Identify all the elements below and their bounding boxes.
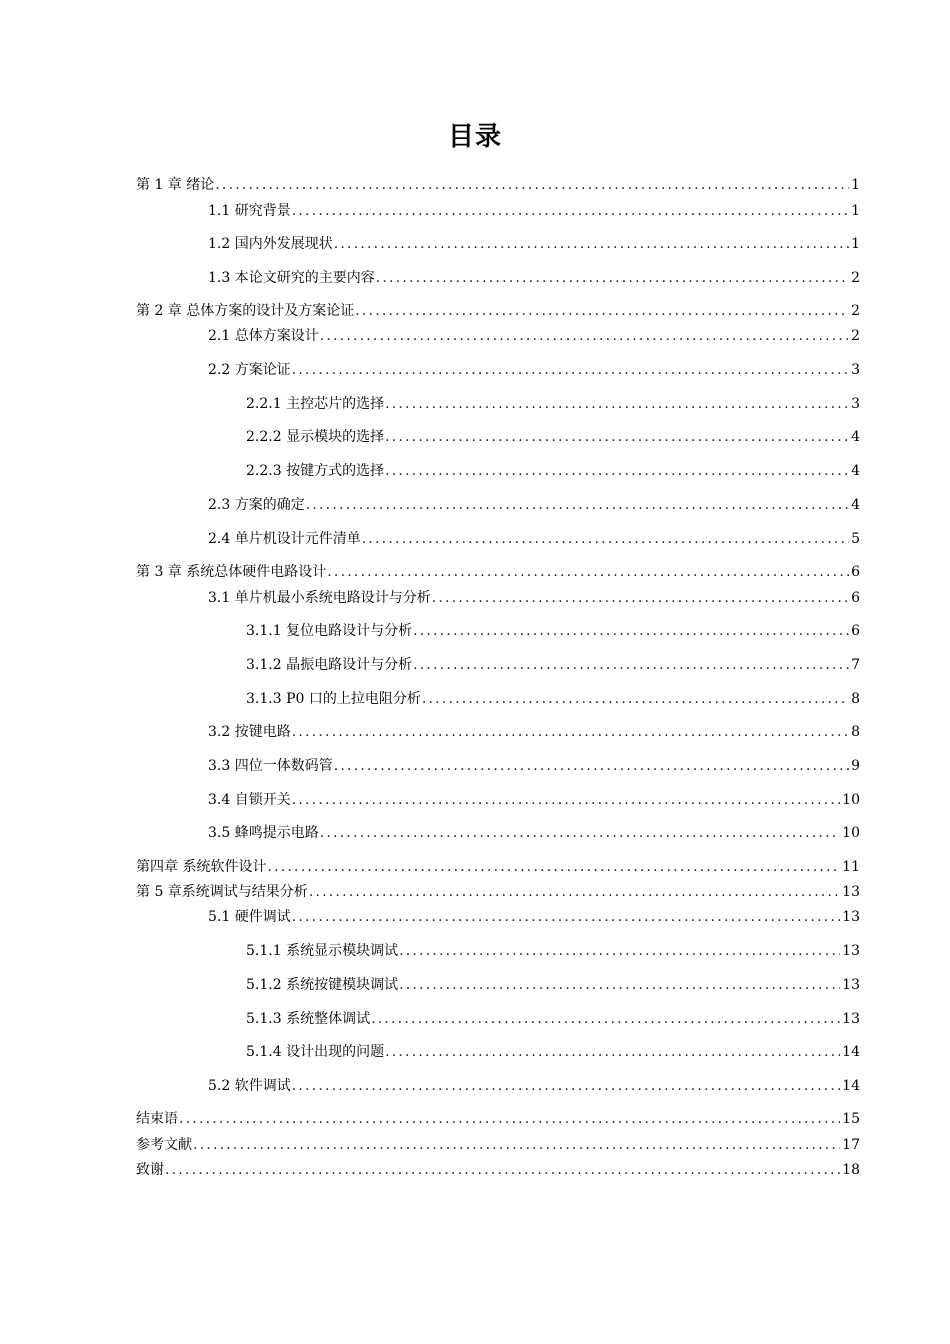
- toc-entry[interactable]: [246, 621, 860, 641]
- toc-dot-leader: [291, 790, 840, 810]
- toc-page-number: 15: [842, 1111, 860, 1127]
- toc-entry-text: 第四章 系统软件设计: [136, 859, 267, 875]
- toc-entry-text: 参考文献: [136, 1137, 192, 1153]
- toc-title: 目录: [447, 122, 502, 152]
- toc-page-number: 2: [851, 303, 860, 319]
- toc-entry[interactable]: [208, 1076, 860, 1096]
- toc-dot-leader: [412, 655, 849, 675]
- toc-dot-leader: [398, 941, 840, 961]
- toc-page-number: 14: [842, 1044, 860, 1060]
- toc-entry[interactable]: [208, 529, 860, 549]
- toc-dot-leader: [333, 234, 849, 254]
- toc-entry[interactable]: [136, 175, 860, 195]
- toc-entry[interactable]: [136, 882, 860, 902]
- toc-dot-leader: [291, 907, 840, 927]
- toc-entry[interactable]: [208, 201, 860, 221]
- toc-dot-leader: [291, 722, 849, 742]
- toc-entry[interactable]: [208, 268, 860, 288]
- toc-dot-leader: [308, 882, 840, 902]
- toc-page-number: 13: [842, 943, 860, 959]
- toc-dot-leader: [384, 394, 849, 414]
- toc-page-number: 13: [842, 977, 860, 993]
- toc-dot-leader: [266, 857, 840, 877]
- toc-page-number: 9: [851, 758, 860, 774]
- toc-entry-text: 5.1.4 设计出现的问题: [246, 1044, 385, 1060]
- toc-entry[interactable]: [208, 495, 860, 515]
- toc-page-number: 3: [851, 396, 860, 412]
- toc-entry-text: 3.4 自锁开关: [208, 792, 291, 808]
- toc-entry-text: 5.2 软件调试: [208, 1078, 291, 1094]
- toc-entry[interactable]: [246, 975, 860, 995]
- toc-dot-leader: [361, 529, 849, 549]
- toc-entry[interactable]: [208, 588, 860, 608]
- toc-entry-text: 第 2 章 总体方案的设计及方案论证: [136, 303, 355, 319]
- toc-page-number: 13: [842, 884, 860, 900]
- toc-dot-leader: [192, 1135, 840, 1155]
- toc-dot-leader: [412, 621, 849, 641]
- toc-page-number: 10: [842, 825, 860, 841]
- toc-entry-text: 2.2.1 主控芯片的选择: [246, 396, 385, 412]
- toc-dot-leader: [354, 301, 849, 321]
- toc-entry[interactable]: [246, 427, 860, 447]
- toc-entry-text: 第 5 章系统调试与结果分析: [136, 884, 308, 900]
- toc-page-number: 4: [851, 429, 860, 445]
- toc-entry[interactable]: [208, 907, 860, 927]
- toc-dot-leader: [421, 689, 849, 709]
- toc-entry[interactable]: [246, 941, 860, 961]
- toc-page-number: 8: [851, 691, 860, 707]
- toc-dot-leader: [178, 1109, 840, 1129]
- toc-entry[interactable]: [208, 326, 860, 346]
- toc-entry[interactable]: [246, 689, 860, 709]
- toc-dot-leader: [291, 1076, 840, 1096]
- toc-entry-text: 5.1.3 系统整体调试: [246, 1011, 371, 1027]
- toc-page-number: 1: [851, 203, 860, 219]
- toc-dot-leader: [291, 360, 849, 380]
- toc-entry-text: 第 3 章 系统总体硬件电路设计: [136, 564, 327, 580]
- toc-dot-leader: [384, 461, 849, 481]
- toc-entry-text: 5.1.2 系统按键模块调试: [246, 977, 399, 993]
- toc-page-number: 11: [842, 859, 860, 875]
- toc-page-number: 6: [851, 564, 860, 580]
- toc-entry[interactable]: [136, 857, 860, 877]
- toc-page-number: 18: [842, 1162, 860, 1178]
- toc-entry-text: 3.1.2 晶振电路设计与分析: [246, 657, 413, 673]
- toc-page-number: 4: [851, 497, 860, 513]
- toc-page-number: 13: [842, 1011, 860, 1027]
- toc-dot-leader: [375, 268, 849, 288]
- toc-page-number: 13: [842, 909, 860, 925]
- toc-entry[interactable]: [246, 461, 860, 481]
- toc-entry-text: 1.1 研究背景: [208, 203, 291, 219]
- toc-entry[interactable]: [208, 234, 860, 254]
- toc-page-number: 2: [851, 328, 860, 344]
- toc-dot-leader: [333, 756, 849, 776]
- toc-page-number: 6: [851, 623, 860, 639]
- toc-dot-leader: [370, 1009, 840, 1029]
- toc-entry[interactable]: [246, 1042, 860, 1062]
- toc-entry-text: 2.1 总体方案设计: [208, 328, 319, 344]
- toc-entry[interactable]: [246, 394, 860, 414]
- toc-dot-leader: [164, 1160, 840, 1180]
- toc-entry[interactable]: [136, 1135, 860, 1155]
- toc-entry-text: 2.2.3 按键方式的选择: [246, 463, 385, 479]
- toc-entry[interactable]: [136, 562, 860, 582]
- toc-page-number: 5: [851, 531, 860, 547]
- toc-entry-text: 3.1.3 P0 口的上拉电阻分析: [246, 691, 421, 707]
- toc-entry-text: 致谢: [136, 1162, 164, 1178]
- toc-page-number: 7: [851, 657, 860, 673]
- toc-dot-leader: [319, 823, 840, 843]
- toc-dot-leader: [431, 588, 849, 608]
- toc-dot-leader: [384, 427, 849, 447]
- toc-page-number: 10: [842, 792, 860, 808]
- toc-entry-text: 2.4 单片机设计元件清单: [208, 531, 361, 547]
- toc-dot-leader: [326, 562, 849, 582]
- toc-dot-leader: [319, 326, 849, 346]
- toc-page-number: 4: [851, 463, 860, 479]
- toc-page-number: 6: [851, 590, 860, 606]
- toc-entry[interactable]: [208, 360, 860, 380]
- toc-entry-text: 1.2 国内外发展现状: [208, 236, 333, 252]
- toc-entry-text: 2.2.2 显示模块的选择: [246, 429, 385, 445]
- toc-entry-text: 3.5 蜂鸣提示电路: [208, 825, 319, 841]
- toc-page-number: 3: [851, 362, 860, 378]
- toc-entry-text: 5.1.1 系统显示模块调试: [246, 943, 399, 959]
- toc-entry-text: 2.2 方案论证: [208, 362, 291, 378]
- toc-entry[interactable]: [246, 1009, 860, 1029]
- toc-entry[interactable]: [246, 655, 860, 675]
- toc-entry-text: 第 1 章 绪论: [136, 177, 215, 193]
- toc-entry-text: 1.3 本论文研究的主要内容: [208, 270, 375, 286]
- toc-entry-text: 3.3 四位一体数码管: [208, 758, 333, 774]
- toc-entry[interactable]: [136, 1160, 860, 1180]
- toc-entry[interactable]: [208, 823, 860, 843]
- toc-entry-text: 3.2 按键电路: [208, 724, 291, 740]
- toc-entry[interactable]: [208, 790, 860, 810]
- toc-entry-text: 2.3 方案的确定: [208, 497, 305, 513]
- toc-dot-leader: [305, 495, 849, 515]
- toc-dot-leader: [384, 1042, 840, 1062]
- toc-entry-text: 3.1 单片机最小系统电路设计与分析: [208, 590, 431, 606]
- toc-entry[interactable]: [136, 301, 860, 321]
- toc-entry-text: 结束语: [136, 1111, 178, 1127]
- toc-page-number: 17: [842, 1137, 860, 1153]
- toc-entry[interactable]: [208, 756, 860, 776]
- toc-entry-text: 5.1 硬件调试: [208, 909, 291, 925]
- toc-page-number: 8: [851, 724, 860, 740]
- toc-dot-leader: [398, 975, 840, 995]
- toc-page-number: 14: [842, 1078, 860, 1094]
- toc-page-number: 2: [851, 270, 860, 286]
- toc-entry[interactable]: [208, 722, 860, 742]
- toc-page-number: 1: [851, 177, 860, 193]
- toc-dot-leader: [214, 175, 849, 195]
- toc-page-number: 1: [851, 236, 860, 252]
- toc-entry-text: 3.1.1 复位电路设计与分析: [246, 623, 413, 639]
- toc-entry[interactable]: [136, 1109, 860, 1129]
- toc-dot-leader: [291, 201, 849, 221]
